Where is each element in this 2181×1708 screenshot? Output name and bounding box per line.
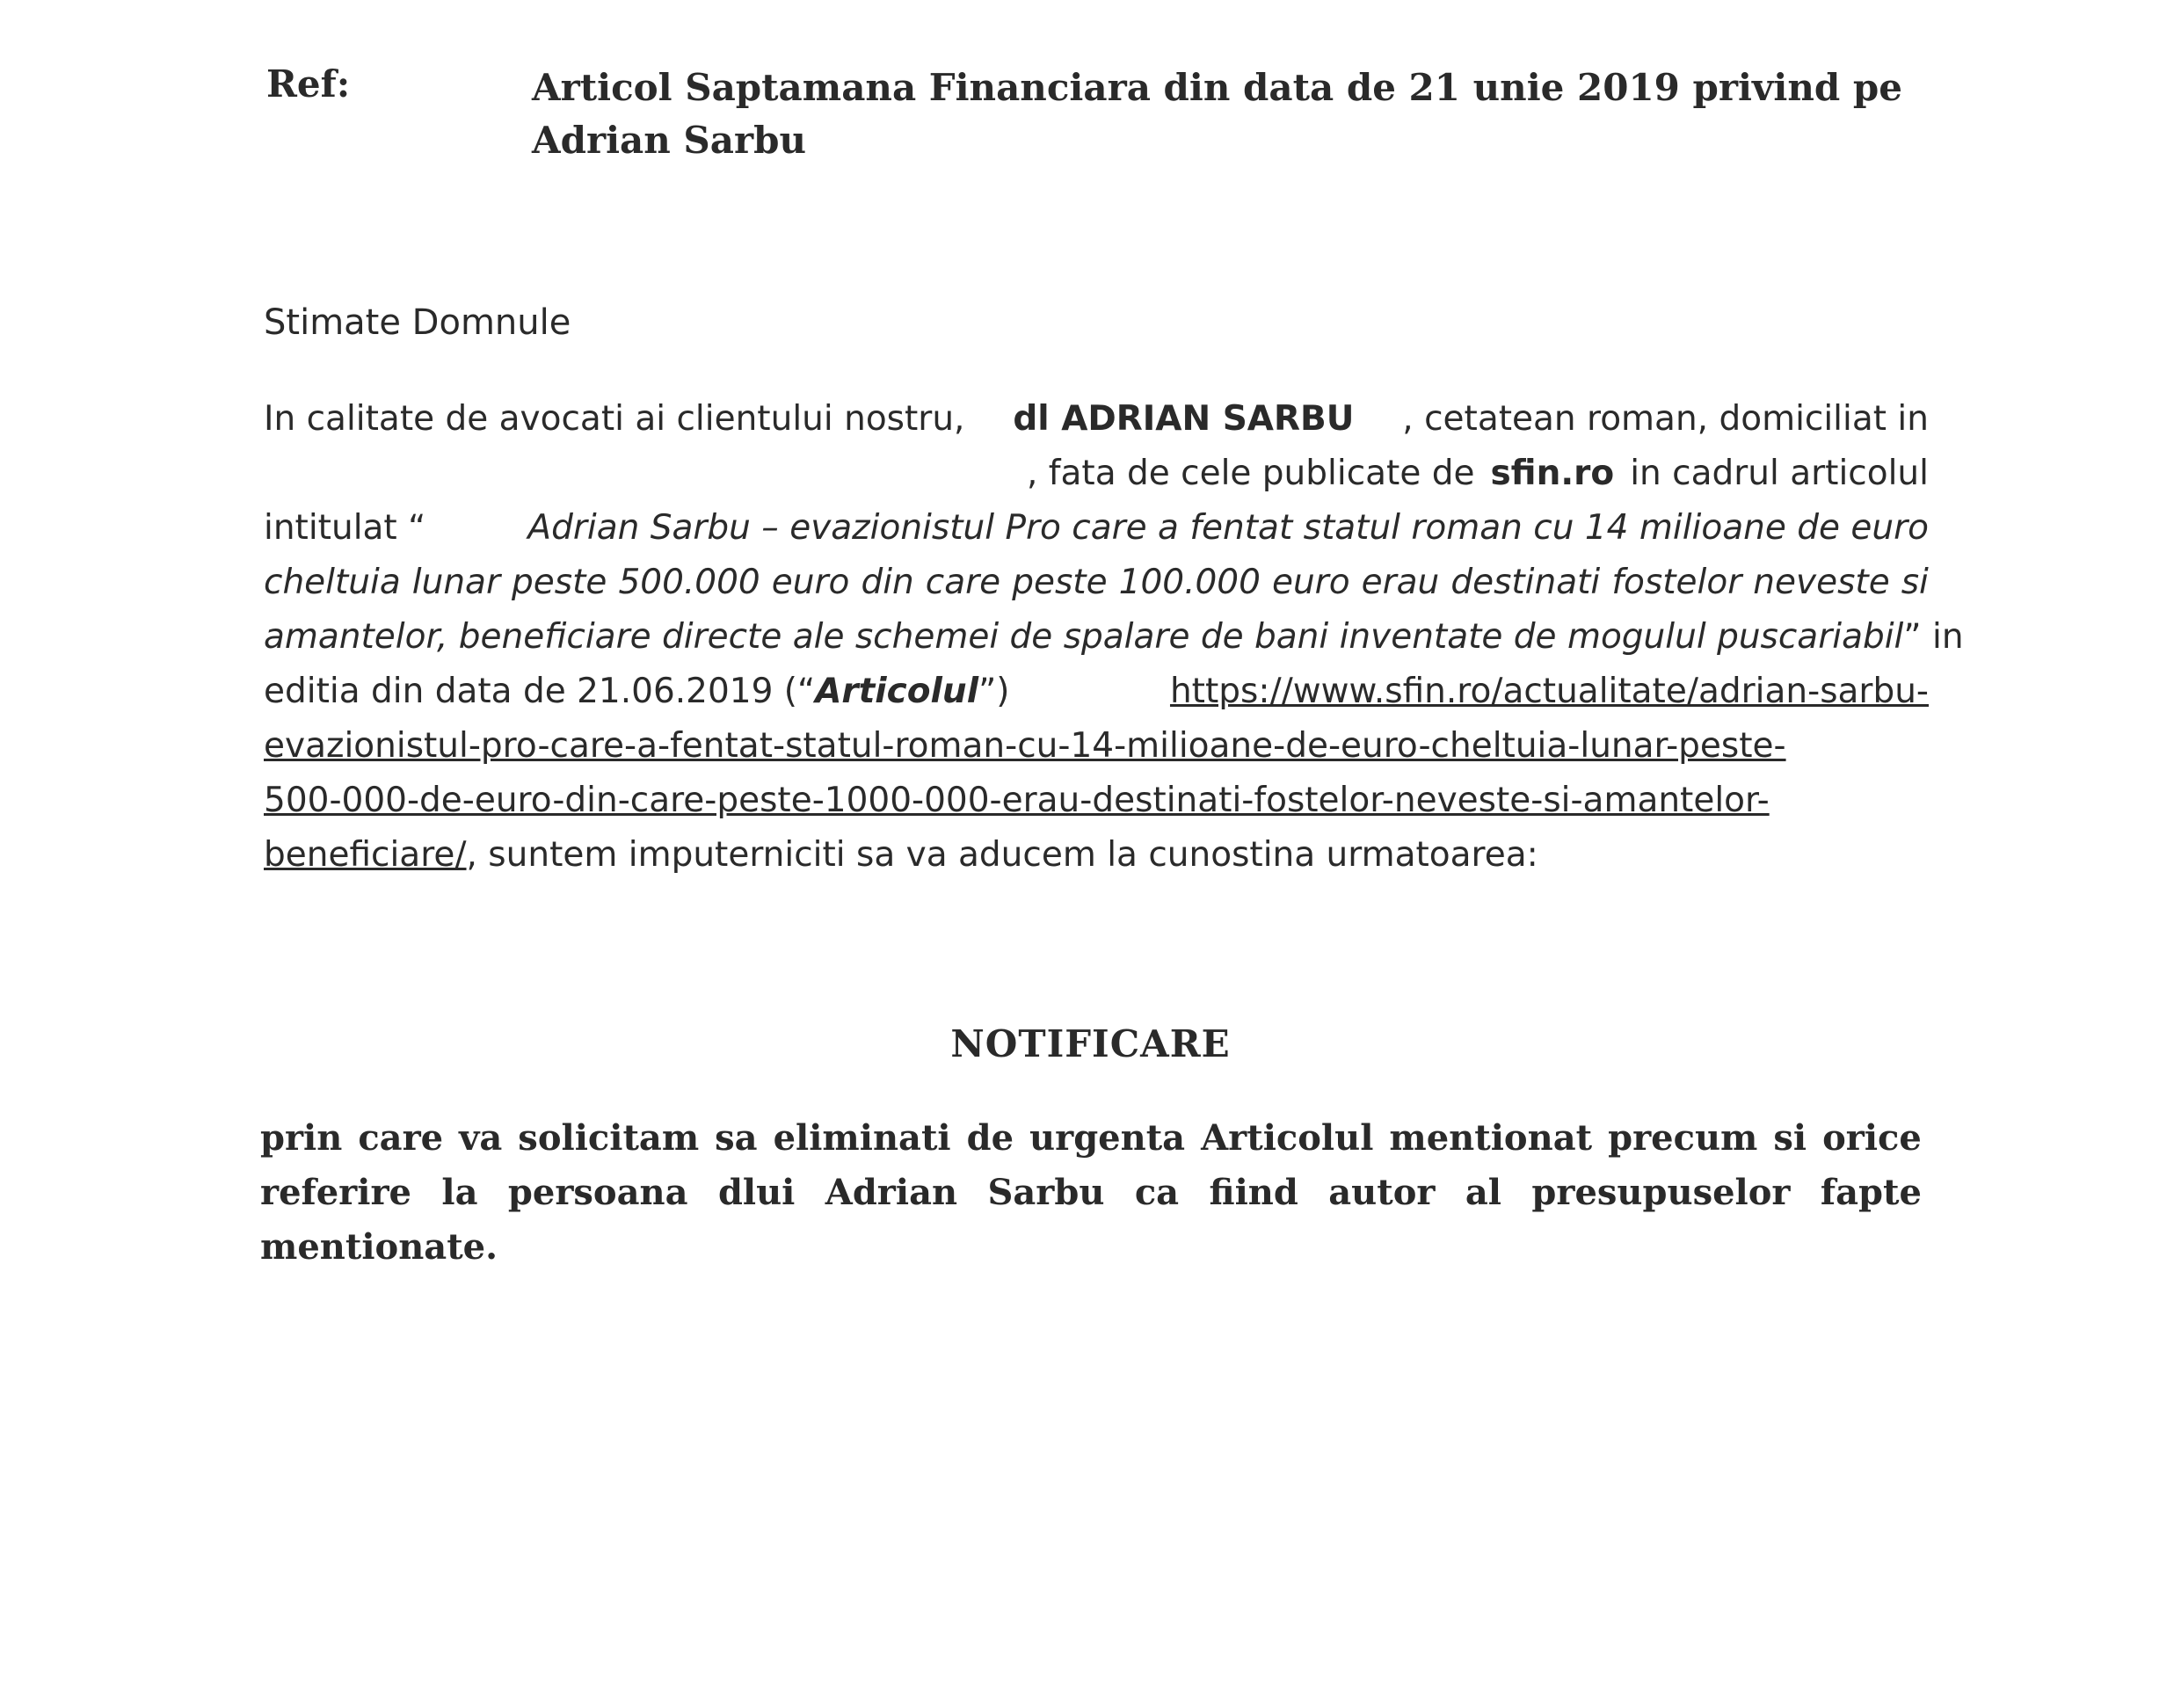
body-line-5 (264, 610, 1964, 665)
body-line-8 (264, 774, 1929, 828)
closing-line-1: prin care va solicitam sa eliminati de urgenta Articolul mentionat precum si orice (260, 1117, 1922, 1159)
article-context: in cadrul articolul (1630, 454, 1929, 493)
body-line-6 (264, 665, 1929, 719)
article-link-part-4[interactable]: beneficiare/ (264, 835, 467, 875)
notification-heading: NOTIFICARE (950, 1022, 1231, 1065)
ref-label: Ref: (266, 62, 351, 105)
ref-subject-line-2: Adrian Sarbu (532, 119, 806, 162)
authorization-text: , suntem imputerniciti sa va aducem la cunostina urmatoarea: (466, 835, 1538, 875)
body-line-4: cheltuia lunar peste 500.000 euro din care peste 100.000 euro erau destinati fostelor neveste si (264, 563, 1929, 602)
body-line-2 (264, 447, 1929, 501)
ref-subject (532, 62, 1938, 167)
closing-line-3: mentionate. (260, 1226, 498, 1268)
intro-rest: , cetatean roman, domiciliat in (1402, 399, 1929, 439)
article-link-part-2[interactable]: evazionistul-pro-care-a-fentat-statul-roman-cu-14-milioane-de-euro-cheltuia-lunar-peste- (264, 726, 1786, 766)
client-name: dl ADRIAN SARBU (1013, 399, 1355, 439)
article-title-part-3: amantelor, beneficiare directe ale schemei de spalare de bani inventate de mogulul puscariabil (264, 617, 1904, 657)
title-close: ” in (1903, 617, 1964, 657)
closing-paragraph (260, 1111, 1922, 1275)
article-title-part-1: Adrian Sarbu – evazionistul Pro care a fentat statul roman cu 14 milioane de euro (527, 508, 1929, 548)
salutation: Stimate Domnule (264, 302, 571, 343)
article-link-part-1[interactable]: https://www.sfin.ro/actualitate/adrian-sarbu- (1169, 672, 1929, 711)
intro-text: In calitate de avocati ai clientului nostru, (264, 399, 965, 439)
body-line-3 (264, 501, 1929, 556)
body-paragraph (264, 392, 1964, 883)
site-name: sfin.ro (1490, 454, 1615, 493)
article-link-part-3[interactable]: 500-000-de-euro-din-care-peste-1000-000-erau-destinati-fostelor-neveste-si-amantelor- (264, 781, 1770, 820)
body-line-1 (264, 392, 1929, 447)
closing-line-2: referire la persoana dlui Adrian Sarbu ca fiind autor al presupuselor fapte (260, 1172, 1922, 1213)
body-line-9 (264, 828, 1929, 883)
titled-text: intitulat “ (264, 508, 426, 548)
ref-subject-line-1: Articol Saptamana Financiara din data de 21 unie 2019 privind pe (532, 66, 1902, 109)
edition-text: editia din data de 21.06.2019 (“Articolul”) (264, 672, 1010, 711)
redacted-address (264, 447, 1011, 501)
body-line-7 (264, 719, 1929, 774)
defined-term: Articolul (815, 672, 979, 711)
published-by-text: , fata de cele publicate de (1026, 454, 1475, 493)
